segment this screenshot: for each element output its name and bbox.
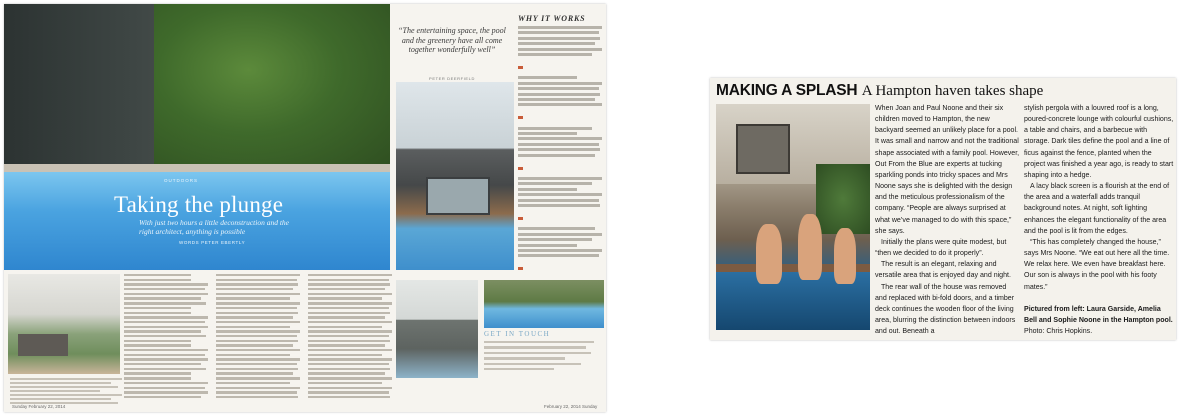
text-column (124, 274, 208, 401)
text-line (518, 227, 595, 230)
text-line (518, 154, 595, 157)
article-column-1 (875, 103, 1020, 337)
text-line (308, 307, 389, 309)
house-exterior-photo (396, 82, 514, 270)
text-line (518, 193, 602, 196)
headline-subhead: A Hampton haven takes shape (861, 83, 1044, 99)
pool-coping (4, 164, 390, 172)
text-line (308, 391, 389, 393)
glass-doors (426, 177, 490, 215)
pool-detail-photo (484, 280, 604, 328)
text-line (308, 377, 392, 379)
text-line (308, 279, 389, 281)
text-line (518, 37, 600, 40)
text-line (518, 238, 592, 241)
hedge-greenery (154, 4, 390, 169)
bullet-marker (518, 66, 523, 69)
text-line (216, 363, 297, 365)
headline-kicker: MAKING A SPLASH (716, 82, 858, 99)
person-3 (834, 228, 856, 284)
paragraph: When Joan and Paul Noone and their six children moved to Hampton, the new backyard seemed an unlikely place for a pool. It was small and narrow and not the traditional shape associated with a family pool. However, Out From the Blue are experts at tucking sparkling ponds into tricky spaces and Mrs Noone says she is delighted with the design and the meticulous professionalism of the company. “People are always surprised at what we’ve managed to do with this space,” she says. (875, 105, 1020, 235)
text-line (216, 316, 293, 318)
sidebar-text-block (518, 26, 602, 274)
text-line (124, 297, 201, 299)
text-line (308, 297, 382, 299)
sofa (18, 334, 68, 356)
bullet-marker (518, 116, 523, 119)
text-line (308, 326, 382, 328)
paragraph: The rear wall of the house was removed and replaced with bi-fold doors, and a timber deck continues the wooden floor of the living area, blurring the distinction between indoors and out. Beneath a (875, 283, 1016, 336)
text-line (518, 204, 600, 207)
text-line (124, 288, 205, 290)
text-line (308, 349, 392, 351)
text-line (216, 274, 300, 276)
text-line (124, 363, 201, 365)
paragraph: “This has completely changed the house,” says Mrs Noone. “We eat out here all the time. We relax here. We even have breakfast here. Our son is always in the pool with his footy mates.” (1024, 238, 1170, 291)
contact-heading: GET IN TOUCH (484, 330, 551, 338)
folio-right: February 22, 2014 Sunday (544, 404, 598, 409)
text-line (124, 279, 191, 281)
clipping-headline (716, 82, 1043, 100)
text-line (308, 321, 392, 323)
text-line (124, 349, 208, 351)
text-line (124, 312, 191, 314)
text-line (308, 335, 389, 337)
text-line (308, 372, 385, 374)
text-line (518, 188, 577, 191)
text-line (216, 372, 293, 374)
bullet-marker (518, 267, 523, 270)
text-line (518, 26, 602, 29)
paragraph: A lacy black screen is a flourish at the end of the area and a waterfall adds tranquil background notes. At night, soft lighting enhances the elegant functionality of the area and the pool is lit from the edges. (1024, 183, 1170, 235)
text-line (124, 368, 206, 370)
text-line (216, 358, 300, 360)
text-line (308, 340, 390, 342)
text-line (216, 288, 293, 290)
text-line (124, 396, 201, 398)
text-line (124, 344, 191, 346)
text-line (216, 279, 297, 281)
text-line (216, 293, 300, 295)
text-line (124, 307, 191, 309)
text-line (216, 307, 297, 309)
text-line (124, 316, 208, 318)
text-line (518, 87, 599, 90)
text-line (216, 368, 298, 370)
text-line (124, 302, 206, 304)
paragraph: stylish pergola with a louvred roof is a long, poured-concrete lounge with colourful cushions, a table and chairs, and a barbecue with storage. Dark tiles define the pool and a line of ficus against the fence, planted when the project was finished a year ago, is ready to start shaping into a hedge. (1024, 105, 1174, 179)
bullet-marker (518, 167, 523, 170)
text-line (518, 31, 599, 34)
text-line (216, 335, 297, 337)
text-line (10, 386, 118, 388)
text-line (216, 344, 293, 346)
text-line (308, 354, 382, 356)
text-line (518, 103, 602, 106)
text-line (308, 363, 389, 365)
text-column (216, 274, 300, 401)
text-line (518, 137, 602, 140)
magazine-spread (4, 4, 606, 412)
caption-text: Pictured from left: Laura Garside, Amelia Bell and Sophie Noone in the Hampton pool. (1024, 305, 1173, 324)
pull-quote: “The entertaining space, the pool and the greenery have all come together wonderfully well” (398, 26, 506, 54)
text-line (124, 321, 205, 323)
text-line (308, 387, 392, 389)
text-line (216, 321, 300, 323)
text-line (216, 283, 298, 285)
text-line (518, 48, 602, 51)
text-line (518, 76, 577, 79)
text-line (124, 283, 208, 285)
text-line (216, 354, 290, 356)
person-1 (756, 224, 782, 284)
text-line (124, 387, 205, 389)
text-line (124, 372, 191, 374)
bullet-marker (518, 217, 523, 220)
text-line (216, 297, 290, 299)
text-line (216, 377, 300, 379)
folio-left: Sunday February 22, 2014 (12, 404, 66, 409)
text-line (124, 293, 208, 295)
text-line (518, 53, 592, 56)
living-room-photo (8, 274, 120, 374)
text-column (308, 274, 392, 401)
sidebar-heading: WHY IT WORKS (518, 14, 586, 23)
photo-captions (10, 378, 122, 406)
text-line (216, 387, 300, 389)
window (736, 124, 790, 174)
text-line (518, 143, 599, 146)
text-line (216, 302, 300, 304)
text-line (216, 326, 290, 328)
text-line (10, 394, 122, 396)
text-line (216, 330, 300, 332)
text-line (10, 382, 111, 384)
text-line (308, 316, 385, 318)
text-line (10, 398, 111, 400)
paragraph: Initially the plans were quite modest, but “then we decided to do it properly”. (875, 238, 1007, 258)
person-2 (798, 214, 822, 280)
text-line (518, 127, 592, 130)
text-line (124, 274, 191, 276)
photo-caption (1024, 304, 1174, 337)
text-line (518, 42, 595, 45)
text-line (124, 382, 208, 384)
text-line (308, 396, 390, 398)
pool-women-photo (716, 104, 870, 330)
text-line (308, 302, 392, 304)
text-line (518, 82, 602, 85)
text-line (124, 377, 191, 379)
text-line (124, 354, 205, 356)
text-line (216, 312, 298, 314)
text-line (518, 132, 577, 135)
text-line (308, 368, 390, 370)
text-line (518, 233, 602, 236)
text-line (308, 312, 390, 314)
text-line (216, 396, 298, 398)
text-line (216, 340, 298, 342)
hedge (816, 164, 870, 234)
spread-byline: WORDS PETER EBERTLY (179, 240, 246, 245)
text-line (518, 254, 599, 257)
text-line (124, 340, 191, 342)
contact-box (484, 330, 600, 402)
section-tag: OUTDOORS (164, 178, 199, 183)
text-line (124, 330, 201, 332)
body-text-columns (124, 274, 394, 402)
text-line (518, 199, 599, 202)
text-line (518, 148, 600, 151)
newspaper-clipping (710, 78, 1176, 340)
caption-credit: Photo: Chris Hopkins. (1024, 327, 1093, 335)
text-line (518, 177, 602, 180)
text-line (10, 378, 122, 380)
text-line (308, 283, 390, 285)
text-line (308, 344, 385, 346)
text-line (518, 244, 577, 247)
text-line (124, 335, 206, 337)
text-line (518, 249, 602, 252)
text-line (216, 349, 300, 351)
text-line (124, 358, 208, 360)
text-line (216, 382, 290, 384)
text-line (124, 326, 208, 328)
text-line (308, 288, 385, 290)
text-line (10, 390, 100, 392)
paragraph: The result is an elegant, relaxing and versatile area that is enjoyed day and night. (875, 261, 1011, 280)
pull-quote-credit: PETER DEERFIELD (429, 76, 475, 81)
text-line (124, 391, 208, 393)
text-line (308, 358, 392, 360)
text-line (216, 391, 297, 393)
text-line (518, 182, 592, 185)
text-line (518, 98, 595, 101)
spread-dek: With just two hours a little deconstruction and the right architect, anything is possible (139, 218, 289, 236)
text-line (308, 330, 392, 332)
spread-title: Taking the plunge (114, 192, 284, 217)
text-line (308, 274, 392, 276)
text-line (518, 93, 600, 96)
house-side-photo (396, 280, 478, 378)
article-column-2 (1024, 103, 1174, 337)
text-line (308, 293, 392, 295)
text-line (308, 382, 382, 384)
